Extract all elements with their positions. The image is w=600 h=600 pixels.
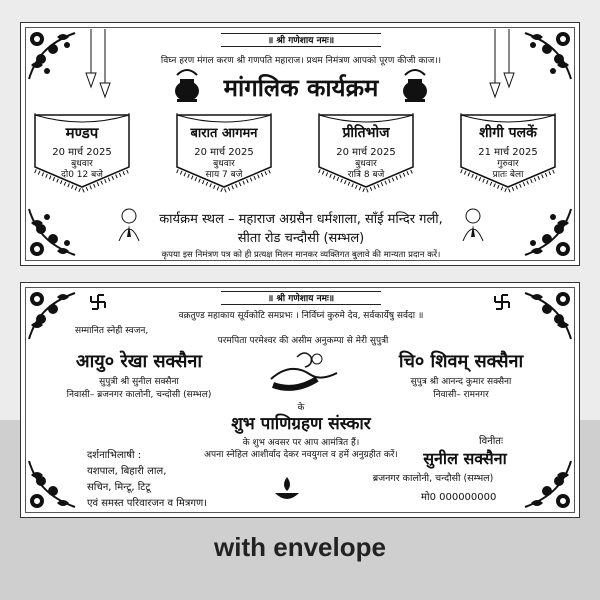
darshan-names-3: एवं समस्त परिवारजन व मित्रगण। bbox=[87, 498, 208, 509]
event-date: 20 मार्च 2025 bbox=[194, 147, 254, 158]
floral-corner-icon bbox=[521, 459, 573, 511]
bride-parent: सुपुत्री श्री सुनील सक्सैना bbox=[99, 377, 179, 387]
invitation-card bbox=[20, 282, 580, 518]
event-time: प्रातः बेला bbox=[492, 170, 524, 180]
invite-line-1: के शुभ अवसर पर आप आमंत्रित हैं। bbox=[242, 438, 360, 448]
invocation-text: ॥ श्री गणेशाय नमः॥ bbox=[267, 36, 335, 46]
darshan-names-1: यशपाल, बिहारी लाल, bbox=[87, 466, 167, 477]
event-time: साय 7 बजे bbox=[205, 170, 243, 180]
program-title: मांगलिक कार्यक्रम bbox=[223, 73, 379, 102]
greeting-line-2: परमपिता परमेश्वर की असीम अनुकम्पा से मेरी सुपुत्री bbox=[217, 336, 389, 346]
event-date: 21 मार्च 2025 bbox=[478, 147, 538, 158]
floral-corner-icon bbox=[27, 289, 79, 341]
namaste-figure-icon bbox=[117, 207, 141, 241]
sender-name: सुनील सक्सैना bbox=[423, 449, 507, 468]
floral-corner-icon bbox=[521, 289, 573, 341]
connector-text: के bbox=[297, 403, 305, 413]
event-day: बुधवार bbox=[355, 159, 377, 169]
event-name: बारात आगमन bbox=[190, 126, 258, 141]
event-name: मण्डप bbox=[65, 124, 99, 142]
kalash-icon bbox=[399, 69, 431, 103]
product-caption: with envelope bbox=[214, 532, 386, 562]
event-banner bbox=[455, 109, 561, 199]
bride-name: आयु० रेखा सक्सैना bbox=[75, 351, 203, 372]
floral-corner-icon bbox=[27, 459, 79, 511]
event-date: 20 मार्च 2025 bbox=[52, 147, 112, 158]
groom-parent: सुपुत्र श्री आनन्द कुमार सक्सैना bbox=[410, 377, 512, 387]
diya-lamp-icon bbox=[273, 475, 301, 503]
event-banner bbox=[313, 109, 419, 199]
event-time: रात्रि 8 बजे bbox=[347, 170, 385, 180]
greeting-line-1: सम्मानित स्नेही स्वजन, bbox=[75, 326, 149, 336]
vinit-label: विनीतः bbox=[479, 436, 504, 447]
swastik-icon bbox=[89, 293, 107, 311]
event-banner bbox=[29, 109, 135, 199]
namaste-figure-icon bbox=[461, 207, 485, 241]
verse-text: विघ्न हरण मंगल करण श्री गणपति महाराज। प्रथम निमंत्रण आपको पूरण कीजी काज।। bbox=[160, 56, 442, 66]
venue-line-2: सीता रोड चन्दौसी (सम्भल) bbox=[237, 231, 365, 246]
floral-corner-icon bbox=[521, 207, 573, 259]
program-card bbox=[20, 22, 580, 266]
groom-address: निवासी– रामनगर bbox=[433, 390, 489, 400]
darshan-names-2: सचिन, मिन्टू, टिटू bbox=[87, 482, 151, 493]
event-day: बुधवार bbox=[71, 159, 93, 169]
event-day: बुधवार bbox=[213, 159, 235, 169]
shloka-text: वक्रतुण्ड महाकाय सूर्यकोटि समप्रभः । निर्विघ्नं कुरुमे देव, सर्वकार्येषु सर्वदा ॥ bbox=[178, 311, 424, 321]
darshan-label: दर्शनाभिलाषी : bbox=[87, 450, 142, 461]
event-name: शीगी पलकें bbox=[479, 125, 537, 141]
invite-line-2: अपना स्नेहिल आशीर्वाद देकर नवयुगल व हमें अनुग्रहीत करें। bbox=[204, 450, 398, 460]
event-time: दो0 12 बजे bbox=[61, 170, 103, 180]
event-day: गुरुवार bbox=[497, 159, 519, 169]
kalash-icon bbox=[171, 69, 203, 103]
event-banner bbox=[171, 109, 277, 199]
hanging-bells-icon bbox=[83, 29, 117, 99]
invocation-text: ॥ श्री गणेशाय नमः॥ bbox=[267, 294, 335, 304]
groom-name: चि० शिवम् सक्सैना bbox=[398, 351, 524, 372]
bride-address: निवासी– ब्रजनगर कालोनी, चन्दोसी (सम्भल) bbox=[66, 390, 212, 400]
event-name: प्रीतिभोज bbox=[342, 125, 390, 141]
floral-corner-icon bbox=[27, 29, 79, 81]
ceremony-title: शुभ पाणिग्रहण संस्कार bbox=[231, 414, 371, 434]
sender-address: ब्रजनगर कालोनी, चन्दौसी (सम्भल) bbox=[372, 473, 494, 484]
venue-line-1: कार्यक्रम स्थल – महाराज अग्रसैन धर्मशाला, साँई मन्दिर गली, bbox=[159, 212, 443, 227]
swastik-icon bbox=[493, 293, 511, 311]
floral-corner-icon bbox=[521, 29, 573, 81]
hanging-bells-icon bbox=[483, 29, 517, 99]
event-date: 20 मार्च 2025 bbox=[336, 147, 396, 158]
floral-corner-icon bbox=[27, 207, 79, 259]
joined-hands-icon bbox=[267, 349, 341, 399]
invitation-note: कृपया इस निमंत्रण पत्र को ही प्रत्यक्ष मिलन मानकर व्यक्तिगत बुलावे की मान्यता प्रदान करें। bbox=[161, 250, 441, 260]
sender-mobile: मो0 000000000 bbox=[421, 492, 497, 503]
